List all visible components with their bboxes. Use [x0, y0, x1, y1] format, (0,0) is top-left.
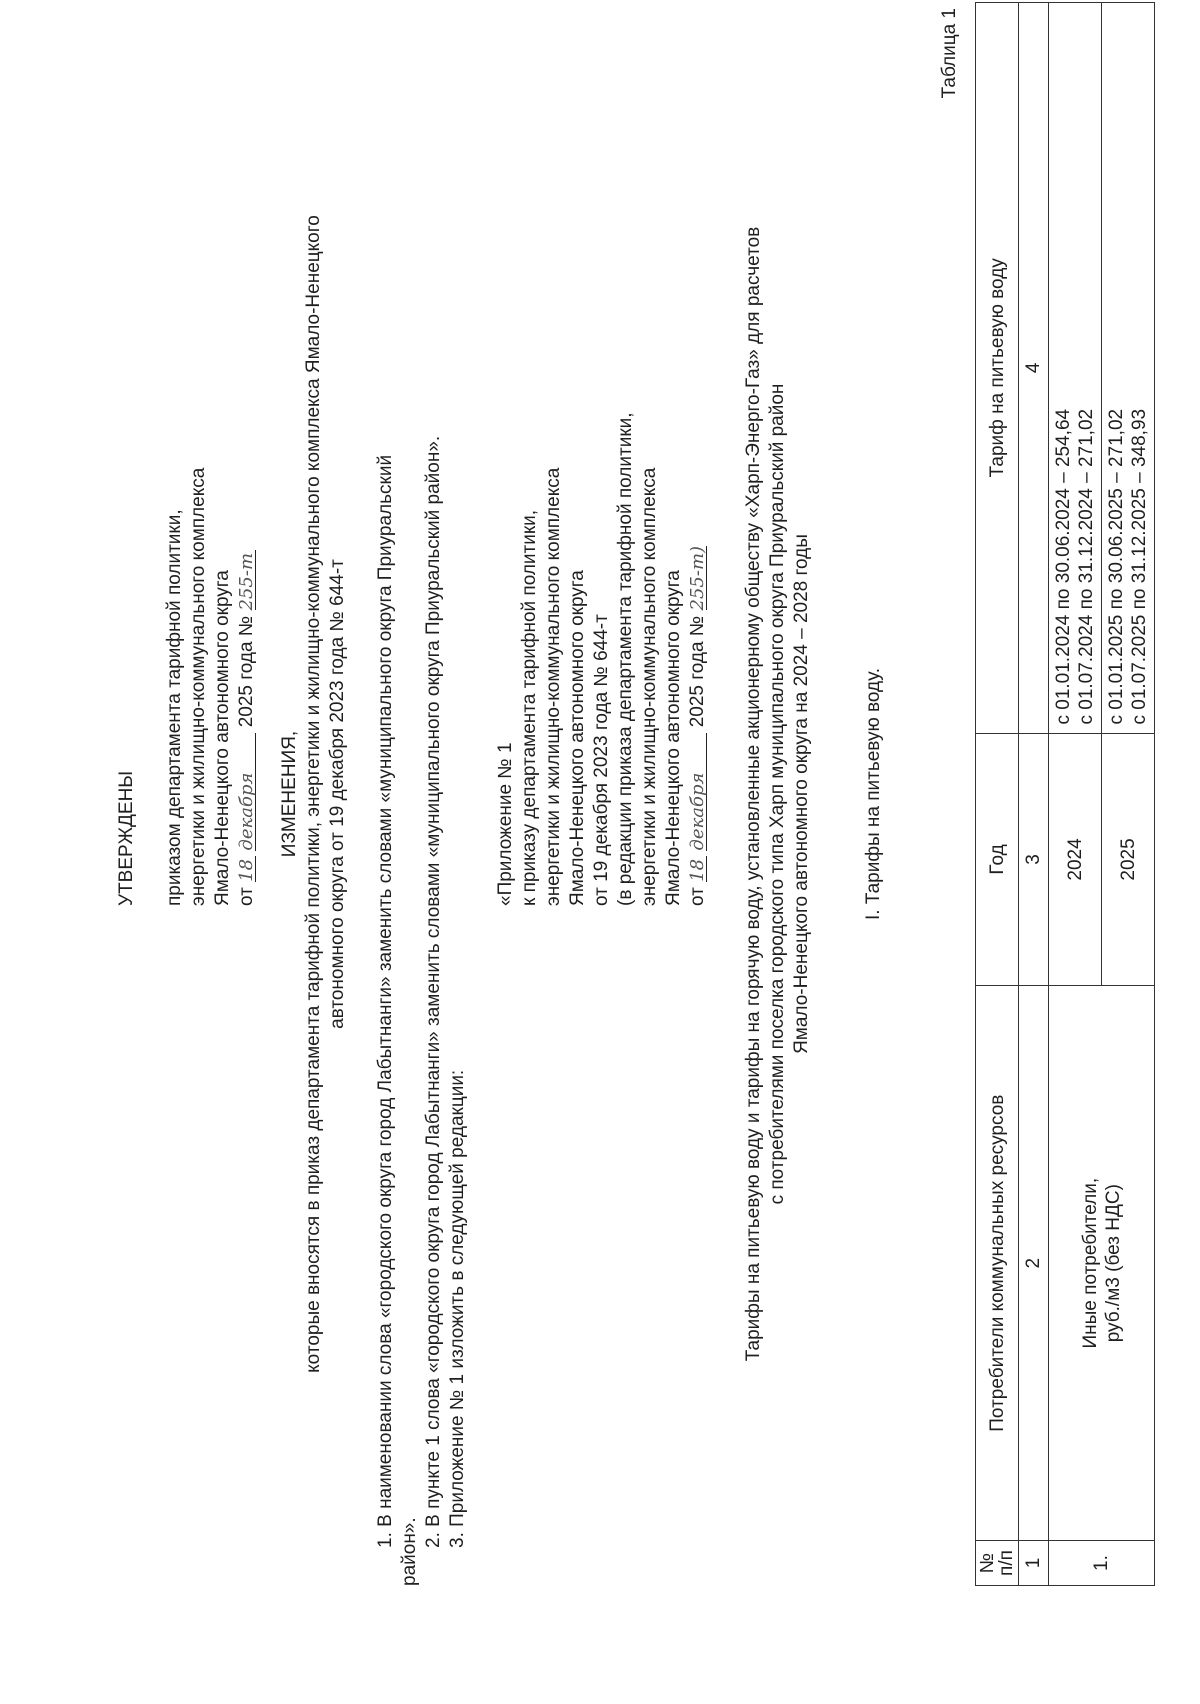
row-num: 1.	[1049, 1541, 1155, 1586]
annex-date-line	[686, 546, 710, 906]
approval-date-month: декабря	[236, 772, 257, 851]
header-year: Год	[976, 733, 1019, 986]
table-row	[1049, 3, 1102, 1586]
approval-date-day: 18	[236, 858, 257, 882]
header-tariff: Тариф на питьевую воду	[976, 3, 1019, 734]
table-colnum-row	[1019, 3, 1049, 1586]
tariffs-table	[975, 2, 1155, 1586]
change-item-3: 3. Приложение № 1 изложить в следующей редакции:	[447, 1069, 468, 1548]
colnum-1: 1	[1019, 1541, 1049, 1586]
approval-date-prefix: от	[236, 887, 257, 906]
approval-date-line	[235, 550, 259, 906]
changes-subtitle-2: автономного округа от 19 декабря 2023 года № 644-т	[327, 559, 348, 1029]
changes-title: ИЗМЕНЕНИЯ,	[279, 730, 300, 858]
period-2025-2: с 01.07.2025 по 31.12.2025 – 348,93	[1129, 408, 1150, 725]
row-consumer-line-2: руб./м3 (без НДС)	[1102, 1184, 1124, 1343]
annex-line-3: энергетики и жилищно-коммунального комплекса	[543, 467, 564, 906]
period-2024-1: с 01.01.2024 по 30.06.2024 – 254,64	[1053, 408, 1074, 725]
annex-line-8: Ямало-Ненецкого автономного округа	[663, 570, 684, 906]
period-2024-2: с 01.07.2024 по 31.12.2024 – 271,02	[1076, 408, 1097, 725]
row-consumer-line-1: Иные потребители,	[1079, 1177, 1101, 1349]
table-label: Таблица 1	[939, 8, 960, 99]
annex-date-year: 2025 года №	[687, 615, 708, 728]
row-periods-2024	[1049, 3, 1102, 734]
colnum-3: 3	[1019, 733, 1049, 986]
annex-date-day: 18	[687, 858, 708, 882]
change-item-1: 1. В наименовании слова «городского округа город Лабытнанги» заменить словами «муниципального округа Приуральский	[375, 454, 396, 1548]
annex-line-6: (в редакции приказа департамента тарифной политики,	[615, 412, 636, 906]
change-item-2: 2. В пункте 1 слова «городского округа город Лабытнанги» заменить словами «муниципального округа Приуральский район».	[423, 435, 444, 1548]
period-2025-1: с 01.01.2025 по 30.06.2025 – 271,02	[1106, 408, 1127, 725]
tariffs-title-1: Тарифы на питьевую воду и тарифы на горячую воду, установленные акционерному обществу «Харп-Энерго-Газ» для расчетов	[743, 226, 764, 1362]
row-consumer	[1049, 986, 1155, 1541]
approval-number: 255-т	[236, 552, 257, 611]
changes-subtitle-1: которые вносятся в приказ департамента тарифной политики, энергетики и жилищно-коммунального комплекса Ямало-Ненецкого	[303, 215, 324, 1373]
approval-date-year: 2025 года №	[236, 615, 257, 728]
row-periods-2025	[1102, 3, 1155, 734]
annex-line-7: энергетики и жилищно-коммунального комплекса	[639, 467, 660, 906]
annex-number: 255-т)	[687, 545, 708, 611]
annex-line-5: от 19 декабря 2023 года № 644-т	[591, 614, 612, 906]
approval-heading: УТВЕРЖДЕНЫ	[116, 770, 137, 906]
approval-line-3: Ямало-Ненецкого автономного округа	[212, 570, 233, 906]
change-item-1-cont: район».	[399, 1517, 420, 1586]
tariffs-title-3: Ямало-Ненецкого автономного округа на 2024 – 2028 годы	[791, 534, 812, 1054]
colnum-2: 2	[1019, 986, 1049, 1541]
annex-line-1: «Приложение № 1	[495, 742, 516, 906]
approval-line-2: энергетики и жилищно-коммунального комплекса	[188, 467, 209, 906]
header-consumers: Потребители коммунальных ресурсов	[976, 986, 1019, 1541]
header-num: № п/п	[976, 1541, 1019, 1586]
tariffs-title-2: с потребителями поселка городского типа Харп муниципального округа Приуральский район	[767, 383, 788, 1205]
colnum-4: 4	[1019, 3, 1049, 734]
section-title: I. Тарифы на питьевую воду.	[863, 668, 884, 921]
row-year-2024: 2024	[1049, 733, 1102, 986]
row-year-2025: 2025	[1102, 733, 1155, 986]
annex-line-2: к приказу департамента тарифной политики,	[519, 509, 540, 906]
table-header-row	[976, 3, 1019, 1586]
annex-line-4: Ямало-Ненецкого автономного округа	[567, 570, 588, 906]
approval-line-1: приказом департамента тарифной политики,	[164, 509, 185, 906]
annex-date-month: декабря	[687, 772, 708, 851]
annex-date-prefix: от	[687, 887, 708, 906]
